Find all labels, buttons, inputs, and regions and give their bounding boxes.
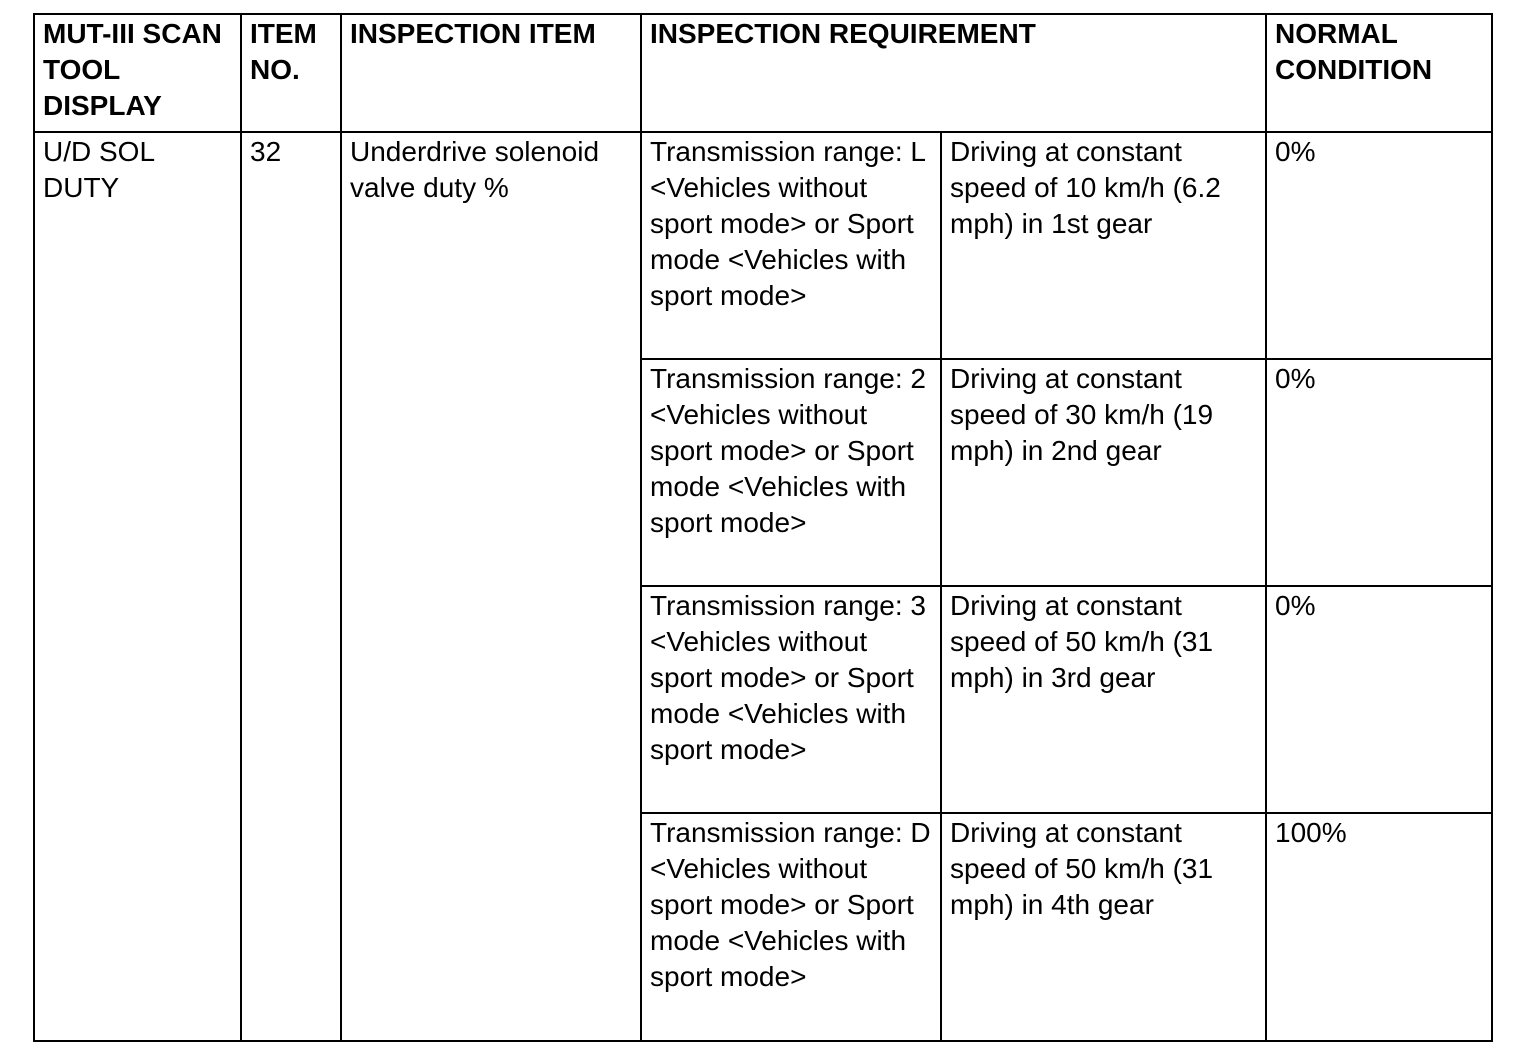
requirement-cell: Transmission range: 2 <Vehicles without sport mode> or Sport mode <Vehicles with sport mode> xyxy=(641,359,941,586)
header-item-no: ITEM NO. xyxy=(241,14,341,132)
condition-cell: Driving at constant speed of 50 km/h (31 mph) in 3rd gear xyxy=(941,586,1266,813)
normal-condition-cell: 0% xyxy=(1266,586,1492,813)
normal-condition-cell: 100% xyxy=(1266,813,1492,1041)
header-scan-tool-display: MUT-III SCAN TOOL DISPLAY xyxy=(34,14,241,132)
requirement-cell: Transmission range: 3 <Vehicles without sport mode> or Sport mode <Vehicles with sport mode> xyxy=(641,586,941,813)
requirement-cell: Transmission range: L <Vehicles without sport mode> or Sport mode <Vehicles with sport mode> xyxy=(641,132,941,359)
condition-cell: Driving at constant speed of 10 km/h (6.2 mph) in 1st gear xyxy=(941,132,1266,359)
requirement-cell: Transmission range: D <Vehicles without sport mode> or Sport mode <Vehicles with sport mode> xyxy=(641,813,941,1041)
header-row xyxy=(34,14,1492,132)
condition-cell: Driving at constant speed of 50 km/h (31 mph) in 4th gear xyxy=(941,813,1266,1041)
item-no-cell: 32 xyxy=(241,132,341,1041)
table-row xyxy=(34,132,1492,359)
inspection-item-cell: Underdrive solenoid valve duty % xyxy=(341,132,641,1041)
header-normal-condition: NORMAL CONDITION xyxy=(1266,14,1492,132)
scan-tool-display-cell: U/D SOL DUTY xyxy=(34,132,241,1041)
condition-cell: Driving at constant speed of 30 km/h (19 mph) in 2nd gear xyxy=(941,359,1266,586)
inspection-table xyxy=(33,13,1493,1042)
normal-condition-cell: 0% xyxy=(1266,132,1492,359)
normal-condition-cell: 0% xyxy=(1266,359,1492,586)
header-inspection-item: INSPECTION ITEM xyxy=(341,14,641,132)
header-inspection-requirement: INSPECTION REQUIREMENT xyxy=(641,14,1266,132)
